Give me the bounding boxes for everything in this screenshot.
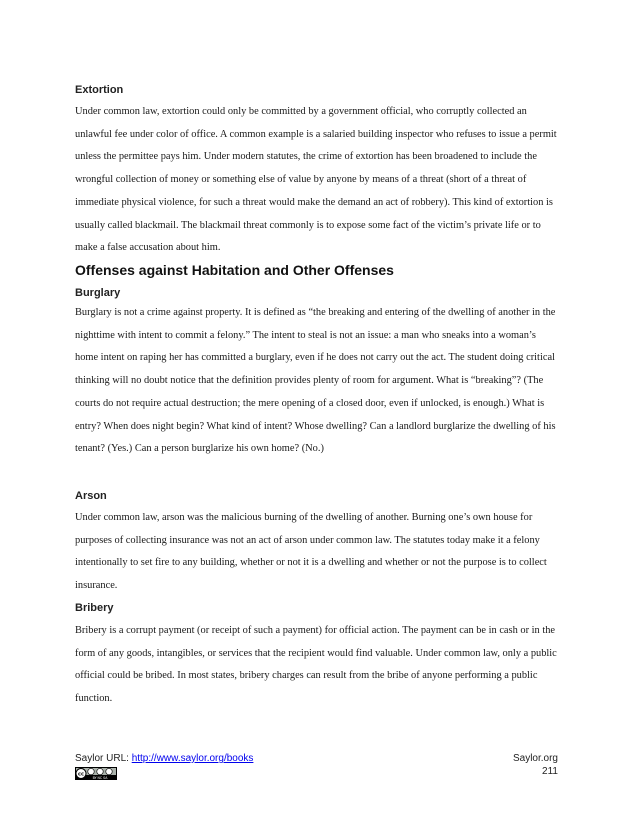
section-body-extortion: Under common law, extortion could only be committed by a government official, who corruptly collected an unlawful fee under color of office. A common example is a salaried building inspector who refuses to issue a permit unless the permittee pays him. Under modern statutes, the crime of extortion has been broadened to include the wrongful collection of money or something else of value by anyone by means of a threat (short of a threat of immediate physical violence, for such a threat would make the demand an act of robbery). This kind of extortion is usually called blackmail. The blackmail threat commonly is to expose some fact of the victim’s private life or to make a false accusation about him. xyxy=(75,106,557,254)
page-number: 211 xyxy=(542,766,558,777)
cc-badge-text: BY NC SA xyxy=(92,776,108,780)
footer-url-line xyxy=(75,752,253,765)
section-body-burglary: Burglary is not a crime against property. It is defined as “the breaking and entering of the dwelling of another in the nighttime with intent to commit a felony.” The intent to steal is not an issue: a man who sneaks into a woman’s home intent on raping her has committed a burglary, even if he does not carry out the act. The student doing critical thinking will no doubt notice that the definition provides plenty of room for argument. What is “breaking”? (The courts do not require actual destruction; the mere opening of a closed door, even if unlocked, is enough.) What is entry? When does night begin? What kind of intent? Whose dwelling? Can a landlord burglarize the dwelling of his tenant? (Yes.) Can a person burglarize his own home? (No.) xyxy=(75,307,556,455)
section-heading-burglary: Burglary xyxy=(75,287,121,299)
svg-text:cc: cc xyxy=(78,771,84,778)
section-heading-extortion: Extortion xyxy=(75,84,124,96)
footer-url-label: Saylor URL: xyxy=(75,753,132,764)
section-heading-bribery: Bribery xyxy=(75,602,114,614)
section-body-bribery: Bribery is a corrupt payment (or receipt of such a payment) for official action. The payment can be in cash or in the form of any goods, intangibles, or services that the recipient would find valuable. Under common law, only a public official could be bribed. In most states, bribery charges can result from the bribe of anyone performing a public function. xyxy=(75,625,557,705)
footer-right xyxy=(513,752,558,778)
section-heading-arson: Arson xyxy=(75,490,107,502)
page-footer xyxy=(75,752,558,786)
section-body-arson: Under common law, arson was the malicious burning of the dwelling of another. Burning one’s own house for purposes of collecting insurance was not an act of arson under common law. The statutes today make it a felony intentionally to set fire to any building, whether or not it is a dwelling and whether or not the purpose is to collect insurance. xyxy=(75,512,547,592)
saylor-books-link[interactable]: http://www.saylor.org/books xyxy=(131,753,254,764)
cc-license-icon xyxy=(75,767,117,780)
footer-site: Saylor.org xyxy=(512,753,558,764)
section-heading-habitation: Offenses against Habitation and Other Offenses xyxy=(75,262,394,278)
footer-left xyxy=(75,752,253,780)
